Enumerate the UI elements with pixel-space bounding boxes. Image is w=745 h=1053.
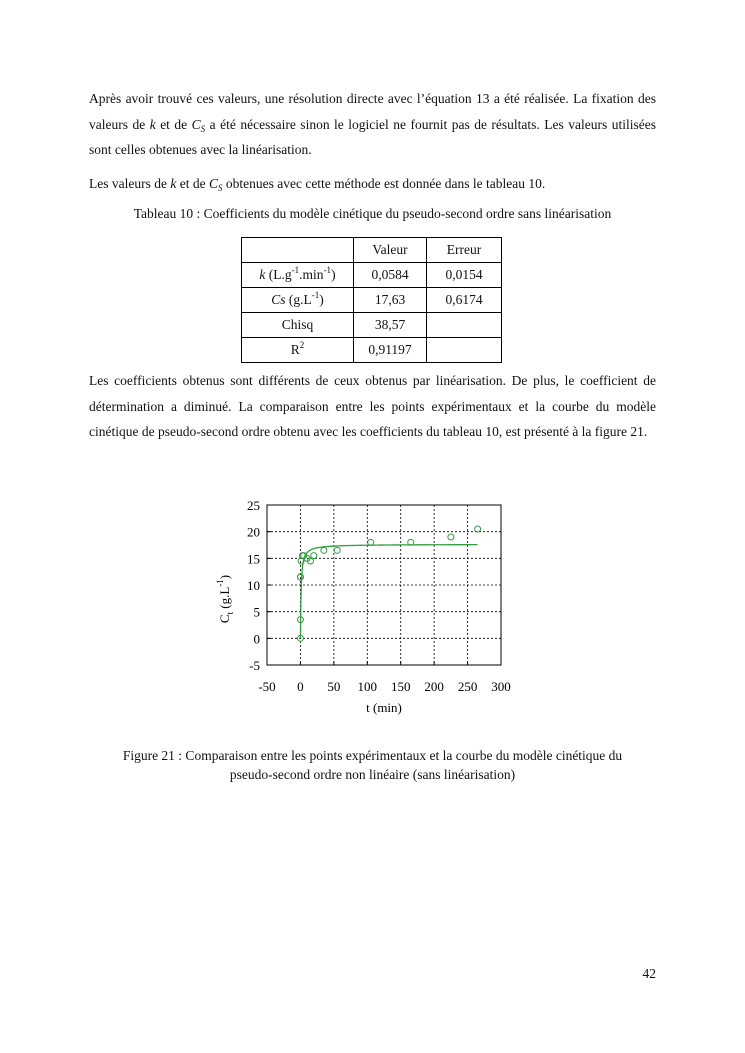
- data-point: [311, 553, 317, 559]
- table-cell-value: 38,57: [354, 313, 427, 338]
- x-axis-label: t (min): [366, 700, 402, 715]
- paragraph-comparison: Les coefficients obtenus sont différents de ceux obtenus par linéarisation. De plus, le coefficient de détermination a diminué. La comparaison entre les points expérimentaux et la courbe du modèle cinétique de pseudo-second ordre obtenu avec les coefficients du tableau 10, est présenté à la figure 21.: [89, 373, 656, 439]
- y-tick-label: -5: [249, 658, 260, 673]
- table-row-label: Chisq: [242, 313, 354, 338]
- y-tick-label: 5: [253, 604, 260, 620]
- table-header-row: [242, 238, 502, 263]
- x-tick-label: 0: [297, 679, 304, 694]
- y-axis-label: $C_t$ $(g.L^{-1})$: [215, 574, 235, 624]
- table-row: [242, 338, 502, 363]
- paragraph-values: Les valeurs de k et de $C_S$ obtenues avec cette méthode est donnée dans le tableau 10.: [89, 176, 546, 193]
- table-cell-error: 0,0154: [427, 263, 502, 288]
- x-tick-label: 300: [491, 679, 511, 694]
- table-row: [242, 313, 502, 338]
- table-header-cell: Erreur: [427, 238, 502, 263]
- x-tick-label: 150: [390, 679, 411, 694]
- table-row-label: $R^2$: [242, 338, 354, 363]
- kinetic-chart: [200, 488, 540, 728]
- table-cell-value: 0,0584: [354, 263, 427, 288]
- coefficients-table: [241, 237, 502, 363]
- x-tick-label: -50: [258, 679, 276, 694]
- y-tick-label: 25: [247, 498, 260, 513]
- x-tick-label: 200: [424, 679, 444, 694]
- y-tick-label: 0: [253, 631, 260, 647]
- table-row-label: Cs $(g.L^{-1})$: [242, 288, 354, 313]
- paragraph-intro: Après avoir trouvé ces valeurs, une résolution directe avec l’équation 13 a été réalisée. La fixation des valeurs de k et de $C_S$ a été nécessaire sinon le logiciel ne fournit pas de résultats. Les valeurs utilisées sont celles obtenues avec la linéarisation.: [89, 91, 656, 157]
- chart-points-series: [297, 526, 480, 641]
- data-point: [368, 539, 374, 545]
- data-point: [475, 526, 481, 532]
- table-cell-value: 0,91197: [354, 338, 427, 363]
- table-header-cell: [242, 238, 354, 263]
- x-tick-label: 100: [357, 679, 378, 694]
- table-header-cell: Valeur: [354, 238, 427, 263]
- page-number: 42: [642, 966, 656, 981]
- x-tick-label: 250: [457, 679, 478, 694]
- data-point: [448, 534, 454, 540]
- table-row: [242, 263, 502, 288]
- y-tick-label: 15: [247, 551, 260, 567]
- table-cell-error: 0,6174: [427, 288, 502, 313]
- table-row-label: k $(L.g^{-1}.\min^{-1})$: [242, 263, 354, 288]
- y-tick-label: 20: [247, 524, 260, 540]
- data-point: [321, 547, 327, 553]
- table-cell-error: [427, 313, 502, 338]
- x-tick-label: 50: [327, 679, 341, 694]
- y-tick-label: 10: [247, 578, 260, 593]
- table-cell-error: [427, 338, 502, 363]
- table-cell-value: 17,63: [354, 288, 427, 313]
- table-caption: Tableau 10 : Coefficients du modèle cinétique du pseudo-second ordre sans linéarisation: [133, 206, 612, 221]
- data-point: [334, 547, 340, 553]
- figure-caption: Figure 21 : Comparaison entre les points expérimentaux et la courbe du modèle cinétique du pseudo-second ordre non linéaire (sans linéarisation): [122, 748, 623, 782]
- table-row: [242, 288, 502, 313]
